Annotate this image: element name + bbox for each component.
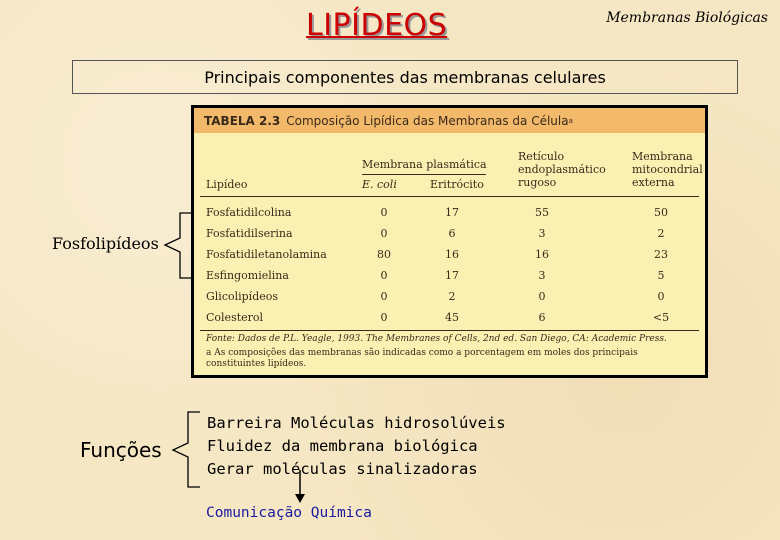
col-reticulo-line2: endoplasmático bbox=[518, 163, 606, 176]
lipid-name: Glicolipídeos bbox=[206, 290, 279, 303]
table-caption-note: a bbox=[568, 116, 573, 125]
lipid-name: Esfingomielina bbox=[206, 269, 289, 282]
cell-ecoli: 0 bbox=[380, 269, 388, 282]
cell-eritrocito: 45 bbox=[445, 311, 459, 324]
cell-reticulo: 16 bbox=[535, 248, 549, 261]
lipid-name: Fosfatidiletanolamina bbox=[206, 248, 327, 261]
cell-eritrocito: 6 bbox=[448, 227, 456, 240]
col-ecoli: E. coli bbox=[362, 178, 397, 191]
col-lipideo: Lipídeo bbox=[206, 178, 248, 191]
page-title: LIPÍDEOS bbox=[306, 8, 448, 43]
table-number: TABELA 2.3 bbox=[204, 113, 281, 128]
cell-mitocondria: <5 bbox=[652, 311, 670, 324]
col-mito-line2: mitocondrial bbox=[632, 163, 703, 176]
cell-ecoli: 80 bbox=[377, 248, 391, 261]
cell-eritrocito: 2 bbox=[448, 290, 456, 303]
cell-eritrocito: 17 bbox=[445, 206, 459, 219]
table-note: a As composições das membranas são indicadas como a porcentagem em moles dos principais constituintes lipídeos. bbox=[206, 348, 638, 369]
col-mito-line1: Membrana bbox=[632, 150, 693, 163]
communication-label: Comunicação Química bbox=[206, 505, 372, 521]
cell-mitocondria: 0 bbox=[657, 290, 665, 303]
cell-ecoli: 0 bbox=[380, 290, 388, 303]
cell-ecoli: 0 bbox=[380, 227, 388, 240]
col-reticulo-line1: Retículo bbox=[518, 150, 565, 163]
subtitle-text: Principais componentes das membranas celulares bbox=[204, 67, 606, 87]
col-reticulo-line3: rugoso bbox=[518, 176, 557, 189]
cell-ecoli: 0 bbox=[380, 311, 388, 324]
cell-mitocondria: 5 bbox=[657, 269, 665, 282]
table-source: Fonte: Dados de P.L. Yeagle, 1993. The Membranes of Cells, 2nd ed. San Diego, CA: Academic Press. bbox=[206, 334, 667, 344]
cell-eritrocito: 16 bbox=[445, 248, 459, 261]
col-mito-line3: externa bbox=[632, 176, 675, 189]
function-item: Gerar moléculas sinalizadoras bbox=[207, 460, 478, 478]
phospholipids-bracket bbox=[165, 213, 192, 278]
cell-mitocondria: 2 bbox=[657, 227, 665, 240]
col-eritrocito: Eritrócito bbox=[430, 178, 484, 191]
col-group-plasma: Membrana plasmática bbox=[362, 158, 487, 171]
cell-reticulo: 3 bbox=[538, 227, 546, 240]
functions-bracket bbox=[173, 412, 200, 487]
phospholipids-label: Fosfolipídeos bbox=[52, 234, 159, 253]
cell-mitocondria: 23 bbox=[654, 248, 668, 261]
cell-ecoli: 0 bbox=[380, 206, 388, 219]
cell-eritrocito: 17 bbox=[445, 269, 459, 282]
arrow-down-icon bbox=[295, 494, 305, 503]
function-item: Barreira Moléculas hidrosolúveis bbox=[207, 414, 506, 432]
functions-label: Funções bbox=[80, 438, 162, 462]
cell-reticulo: 6 bbox=[538, 311, 546, 324]
cell-mitocondria: 50 bbox=[654, 206, 668, 219]
lipid-name: Fosfatidilcolina bbox=[206, 206, 292, 219]
lipid-name: Fosfatidilserina bbox=[206, 227, 293, 240]
course-label: Membranas Biológicas bbox=[606, 10, 768, 26]
cell-reticulo: 0 bbox=[538, 290, 546, 303]
lipid-name: Colesterol bbox=[206, 311, 264, 324]
cell-reticulo: 55 bbox=[535, 206, 549, 219]
function-item: Fluidez da membrana biológica bbox=[207, 437, 478, 455]
cell-reticulo: 3 bbox=[538, 269, 546, 282]
table-caption-text: Composição Lipídica das Membranas da Célula bbox=[286, 113, 569, 128]
